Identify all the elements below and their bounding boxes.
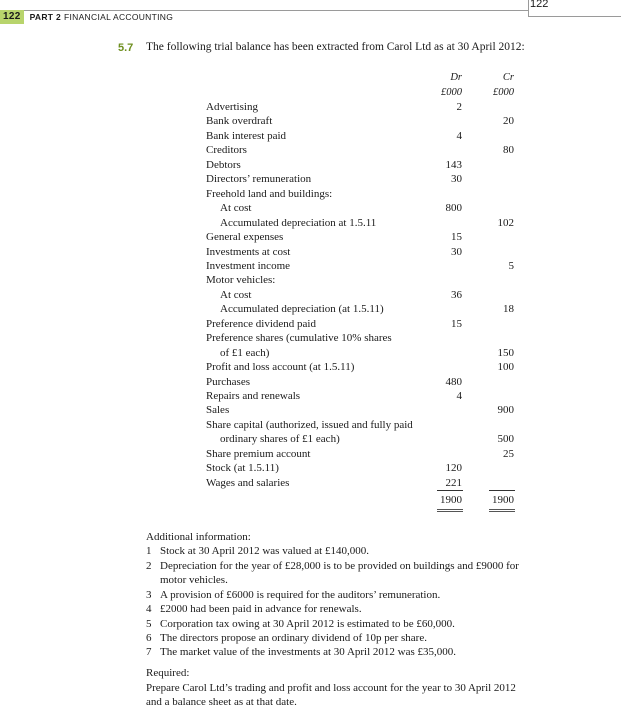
cr-total: 1900 [492,494,514,506]
item-number: 5 [146,618,152,630]
row-dr-value: 143 [445,158,462,171]
row-label: Investments at cost [206,245,291,258]
row-dr-value: 36 [451,288,462,301]
row-label: Share premium account [206,447,311,460]
item-number: 4 [146,603,152,615]
question-intro: The following trial balance has been extracted from Carol Ltd as at 30 April 2012: [146,41,525,53]
part-label: PART 2 [29,12,61,22]
additional-info-item [146,631,576,645]
row-label: Advertising [206,101,258,113]
item-text: £2000 had been paid in advance for renewals. [160,603,362,615]
row-cr-value: 150 [497,346,514,359]
item-number: 1 [146,545,152,557]
additional-info-item [146,645,576,659]
row-dr-value: 221 [445,476,462,489]
row-dr-value: 480 [445,375,462,388]
row-label: Share capital (authorized, issued and fully paid [206,418,413,431]
row-label: ordinary shares of £1 each) [220,433,340,446]
row-label: Stock (at 1.5.11) [206,462,279,475]
row-dr-value: 4 [456,129,462,142]
dr-unit: £000 [441,87,462,98]
row-label: Wages and salaries [206,476,290,489]
required-heading: Required: [146,667,190,679]
row-label: Investment income [206,259,291,272]
row-dr-value: 15 [451,317,462,330]
row-cr-value: 18 [503,303,514,316]
row-cr-value: 5 [508,259,514,272]
row-label: of £1 each) [220,346,270,359]
item-text-continued: motor vehicles. [160,574,228,587]
row-dr-value: 15 [451,231,462,244]
additional-info-item [146,588,576,602]
additional-info-item [146,544,576,558]
cr-total-rule [489,490,515,491]
row-label: Freehold land and buildings: [206,187,333,200]
row-label: Profit and loss account (at 1.5.11) [206,361,355,374]
item-number: 6 [146,632,152,644]
row-dr-value: 120 [445,462,462,475]
item-text: Depreciation for the year of £28,000 is to be provided on buildings and £9000 for [160,560,519,572]
item-text: Corporation tax owing at 30 April 2012 is estimated to be £60,000. [160,618,455,630]
row-dr-value: 800 [445,202,462,215]
row-dr-value: 4 [456,390,462,402]
additional-info-heading: Additional information: [146,531,251,543]
row-cr-value: 102 [497,216,514,229]
row-label: Purchases [206,375,250,388]
dr-total: 1900 [440,494,462,506]
additional-info-item [146,559,576,588]
dr-total-rule [437,490,463,491]
row-cr-value: 20 [503,115,514,128]
running-header [0,10,528,24]
row-cr-value: 25 [503,447,514,460]
item-number: 3 [146,589,152,601]
row-label: Preference dividend paid [206,317,316,330]
row-label: Accumulated depreciation (at 1.5.11) [220,303,384,316]
row-cr-value: 900 [497,404,514,417]
question-number: 5.7 [118,42,134,54]
cr-header: Cr [502,72,514,83]
item-number: 2 [146,560,152,572]
row-cr-value: 500 [497,433,514,446]
row-label: Creditors [206,144,247,157]
page-number: 122 [0,10,24,24]
dr-double-rule [437,509,463,512]
row-label: At cost [220,288,252,301]
cr-double-rule [489,509,515,512]
chapter-title: FINANCIAL ACCOUNTING [64,12,174,22]
item-number: 7 [146,646,152,658]
row-label: Debtors [206,158,241,171]
row-label: General expenses [206,231,284,244]
required-text-line-1: Prepare Carol Ltd’s trading and profit and loss account for the year to 30 April 2012 [146,682,516,694]
row-dr-value: 30 [451,173,462,186]
row-label: Motor vehicles: [206,274,276,287]
item-text: Stock at 30 April 2012 was valued at £140,000. [160,545,369,557]
row-label: Bank overdraft [206,115,273,128]
row-label: Repairs and renewals [206,390,301,402]
item-text: A provision of £6000 is required for the auditors’ remuneration. [160,589,441,601]
row-label: Sales [206,404,230,417]
row-cr-value: 80 [503,144,514,157]
row-label: Bank interest paid [206,129,287,142]
row-label: Directors’ remuneration [206,173,312,186]
additional-info-item [146,602,576,616]
row-label: Accumulated depreciation at 1.5.11 [220,216,377,229]
row-cr-value: 100 [497,361,514,374]
row-dr-value: 30 [451,245,462,258]
dr-header: Dr [450,72,462,83]
cr-unit: £000 [493,87,514,98]
additional-info-item [146,617,576,631]
row-label: At cost [220,202,252,215]
row-label: Preference shares (cumulative 10% shares [206,332,392,345]
item-text: The directors propose an ordinary dividend of 10p per share. [160,632,427,644]
item-text: The market value of the investments at 30 April 2012 was £35,000. [160,646,457,658]
required-text-line-2: and a balance sheet as at that date. [146,696,297,708]
row-dr-value: 2 [456,101,462,113]
corner-page-number: 122 [528,0,621,17]
